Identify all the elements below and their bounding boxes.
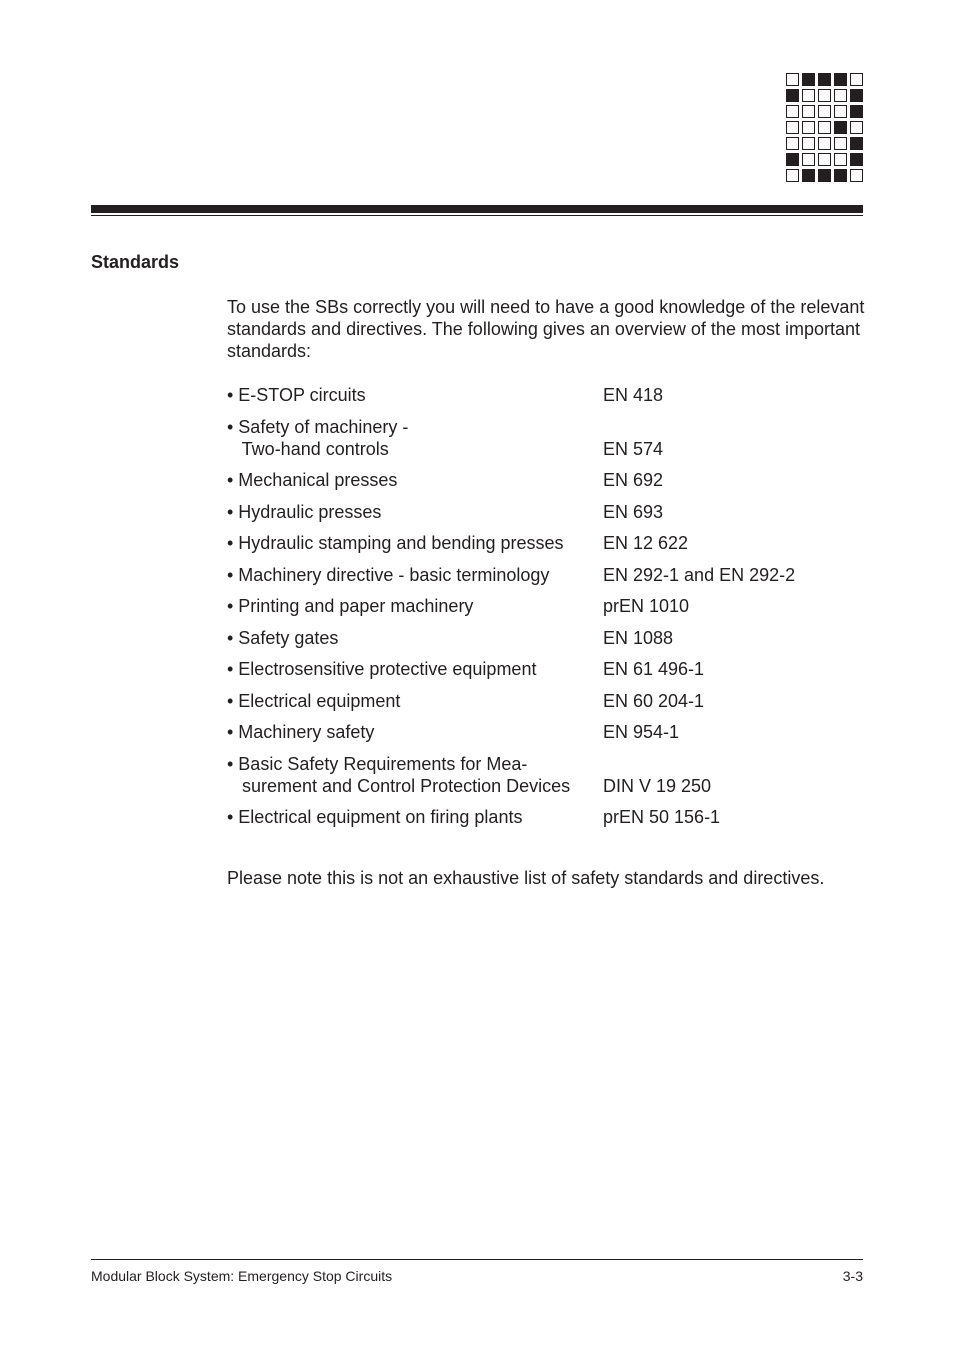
- standard-label: • Printing and paper machinery: [227, 596, 474, 616]
- standard-item: [227, 627, 863, 649]
- section-title: Standards: [91, 252, 180, 272]
- standard-code: EN 292-1 and EN 292-2: [603, 564, 796, 585]
- standard-label: • E-STOP circuits: [227, 385, 366, 405]
- standard-item: [227, 595, 863, 617]
- logo-cell: [818, 89, 831, 102]
- standard-item: [227, 469, 863, 491]
- header-thin-rule: [91, 215, 863, 216]
- standard-code: EN 12 622: [603, 533, 689, 553]
- standard-label: • Electrical equipment: [227, 690, 401, 711]
- logo-cell: [818, 169, 831, 182]
- logo-cell: [818, 121, 831, 134]
- logo-cell: [834, 137, 847, 150]
- standard-label: • Electrical equipment on firing plants: [227, 807, 523, 827]
- standard-item: [227, 753, 863, 797]
- standard-item: [227, 658, 863, 680]
- logo-cell: [786, 73, 799, 86]
- standard-label: • Machinery directive - basic terminology: [227, 564, 550, 585]
- standard-item: [227, 532, 863, 554]
- logo-cell: [802, 89, 815, 102]
- logo-cell: [850, 73, 863, 86]
- logo-cell: [802, 137, 815, 150]
- standard-code: EN 692: [603, 470, 664, 490]
- logo-cell: [818, 153, 831, 166]
- logo-cell: [786, 153, 799, 166]
- logo-cell: [802, 73, 815, 86]
- logo-cell: [786, 121, 799, 134]
- standard-code: EN 574: [603, 438, 664, 459]
- standard-item: [227, 501, 863, 523]
- standard-item: [227, 690, 863, 712]
- standard-code: EN 418: [603, 385, 664, 405]
- logo-cell: [850, 105, 863, 118]
- standard-label: • Hydraulic stamping and bending presses: [227, 533, 564, 553]
- standard-label: • Basic Safety Requirements for Mea- surement and Control Protection Devices: [227, 753, 571, 796]
- logo-cell: [834, 121, 847, 134]
- intro-paragraph: To use the SBs correctly you will need to have a good knowledge of the relevant standards and directives. The following gives an overview of the most important standards:: [227, 297, 865, 361]
- logo-cell: [850, 169, 863, 182]
- logo-cell: [834, 105, 847, 118]
- standard-item: [227, 416, 863, 460]
- logo-cell: [850, 121, 863, 134]
- logo-cell: [802, 169, 815, 182]
- footer-page-number: 3-3: [842, 1268, 863, 1284]
- footer-rule: [91, 1259, 863, 1260]
- logo-cell: [834, 89, 847, 102]
- standard-label: • Safety gates: [227, 627, 339, 648]
- logo-cell: [786, 137, 799, 150]
- logo-cell: [786, 169, 799, 182]
- logo-cell: [834, 153, 847, 166]
- standard-item: [227, 721, 863, 743]
- standard-code: prEN 1010: [603, 596, 690, 616]
- note-paragraph: Please note this is not an exhaustive list of safety standards and directives.: [227, 868, 825, 888]
- standard-code: DIN V 19 250: [603, 775, 712, 796]
- logo-cell: [818, 73, 831, 86]
- standard-item: [227, 384, 863, 406]
- logo-cell: [834, 73, 847, 86]
- logo-cell: [850, 153, 863, 166]
- standard-code: prEN 50 156-1: [603, 807, 721, 827]
- logo-cell: [850, 137, 863, 150]
- logo-pixel-grid: [786, 73, 863, 182]
- logo-cell: [802, 105, 815, 118]
- standard-label: • Mechanical presses: [227, 470, 398, 490]
- standard-label: • Electrosensitive protective equipment: [227, 659, 537, 679]
- logo-cell: [802, 153, 815, 166]
- header-thick-rule: [91, 205, 863, 213]
- standard-label: • Machinery safety: [227, 722, 375, 742]
- logo-cell: [818, 137, 831, 150]
- standard-code: EN 60 204-1: [603, 690, 705, 711]
- standard-code: EN 954-1: [603, 722, 680, 742]
- standard-code: EN 61 496-1: [603, 659, 705, 679]
- standard-item: [227, 564, 863, 586]
- logo-cell: [802, 121, 815, 134]
- logo-cell: [834, 169, 847, 182]
- standard-code: EN 693: [603, 501, 664, 522]
- logo-cell: [818, 105, 831, 118]
- standard-label: • Hydraulic presses: [227, 501, 382, 522]
- logo-cell: [786, 89, 799, 102]
- logo-cell: [850, 89, 863, 102]
- standard-label: • Safety of machinery - Two-hand controls: [227, 416, 409, 459]
- standard-code: EN 1088: [603, 627, 674, 648]
- standard-item: [227, 806, 863, 828]
- logo-cell: [786, 105, 799, 118]
- standards-list: [227, 384, 863, 838]
- footer-title: Modular Block System: Emergency Stop Circuits: [91, 1268, 393, 1284]
